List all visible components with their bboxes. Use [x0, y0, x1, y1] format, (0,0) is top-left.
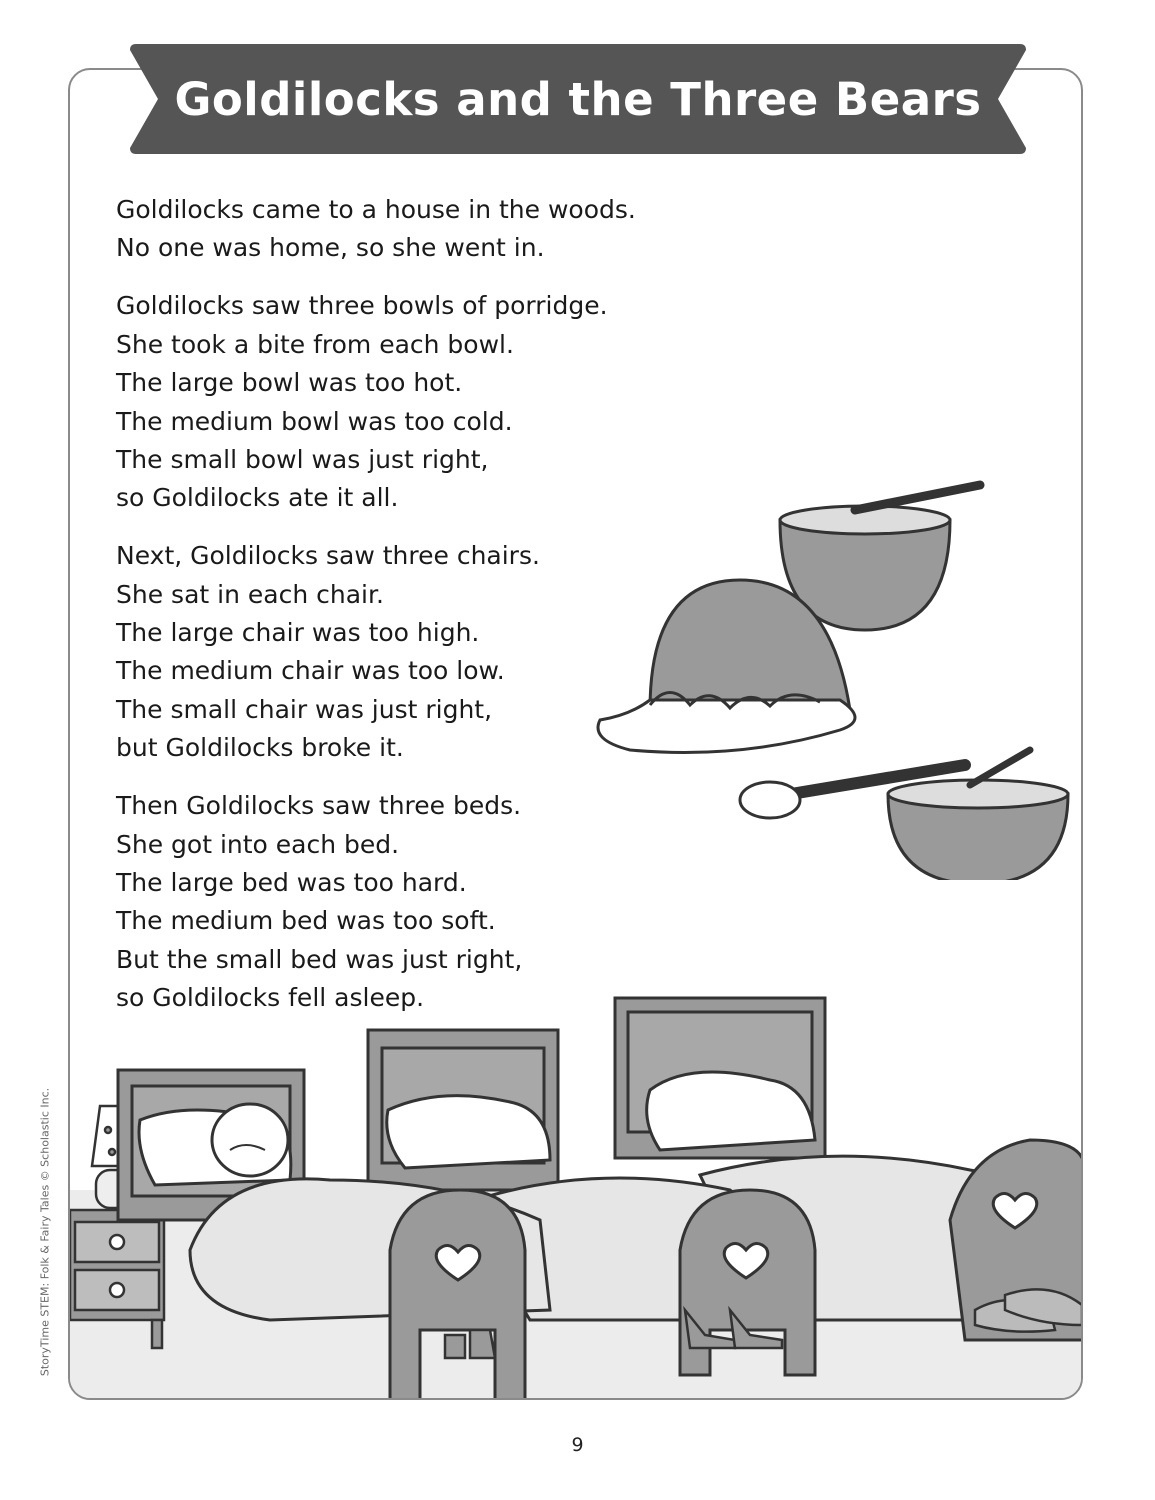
side-credit: StoryTime STEM: Folk & Fairy Tales © Scholastic Inc.: [38, 1087, 52, 1377]
story-line: The large bowl was too hot.: [116, 368, 463, 398]
story-line: She sat in each chair.: [116, 579, 384, 609]
story-line: Goldilocks came to a house in the woods.: [116, 195, 636, 224]
story-line: The small bowl was just right,: [116, 444, 489, 474]
page-number: 9: [571, 1434, 584, 1456]
story-line: She got into each bed.: [116, 829, 400, 859]
story-line: Goldilocks saw three bowls of porridge.: [116, 291, 608, 321]
story-line: The large bed was too hard.: [116, 868, 467, 897]
story-line: so Goldilocks fell asleep.: [116, 983, 425, 1013]
story-line: Then Goldilocks saw three beds.: [116, 791, 522, 821]
stanza-3: [116, 537, 736, 767]
story-line: The large chair was too high.: [116, 618, 480, 648]
story-text: [116, 191, 736, 1037]
story-line: The small chair was just right,: [116, 694, 493, 724]
title-banner: [130, 44, 1026, 154]
story-line: The medium chair was too low.: [116, 656, 505, 686]
stanza-1: [116, 191, 736, 268]
story-line: The medium bed was too soft.: [116, 906, 496, 936]
story-line: The medium bowl was too cold.: [116, 406, 513, 436]
story-line: so Goldilocks ate it all.: [116, 483, 399, 513]
story-line: Next, Goldilocks saw three chairs.: [116, 541, 540, 571]
story-line: She took a bite from each bowl.: [116, 329, 514, 359]
story-line: But the small bed was just right,: [116, 944, 523, 974]
page-title: Goldilocks and the Three Bears: [174, 72, 982, 126]
story-line: but Goldilocks broke it.: [116, 733, 404, 763]
story-line: No one was home, so she went in.: [116, 233, 545, 263]
three-beds-illustration: [70, 990, 1083, 1400]
stanza-2: [116, 287, 736, 517]
stanza-4: [116, 787, 736, 1017]
